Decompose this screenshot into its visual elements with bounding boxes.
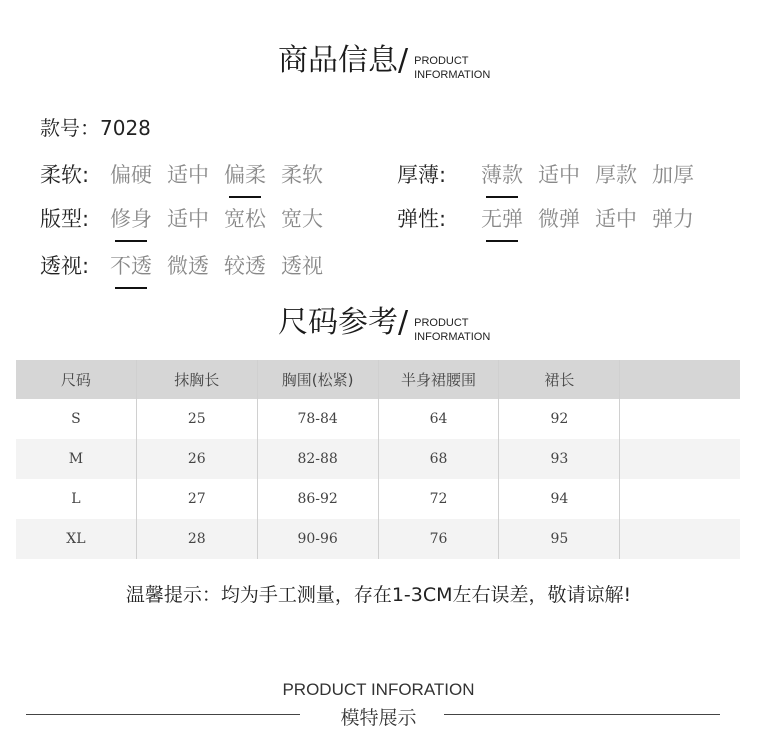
header-top-length: 抹胸长 [136, 360, 257, 399]
attr-label: 版型: [40, 207, 90, 231]
table-cell [620, 479, 740, 519]
attr-elasticity [397, 203, 709, 233]
subtitle-line2: INFORMATION [414, 331, 491, 343]
option: 适中 [538, 163, 580, 187]
attr-label: 厚薄: [397, 163, 447, 187]
table-cell: 64 [378, 399, 499, 439]
table-cell [620, 519, 740, 559]
footer-chinese: 模特展示 [340, 707, 417, 729]
attr-thickness [397, 159, 709, 189]
option: 厚款 [595, 163, 637, 187]
attr-label: 弹性: [397, 207, 447, 231]
table-cell: 95 [499, 519, 620, 559]
attr-fit [40, 203, 338, 233]
size-ref-subtitle [414, 316, 490, 344]
header-empty [620, 360, 740, 399]
header-skirt-length: 裙长 [499, 360, 620, 399]
table-cell: XL [16, 519, 136, 559]
table-row [16, 519, 740, 559]
product-info-subtitle [414, 54, 490, 82]
option: 适中 [167, 207, 209, 231]
option: 宽松 [224, 207, 266, 231]
style-number: 款号：7028 [40, 116, 151, 140]
option: 弹力 [652, 207, 694, 231]
footer-divider-right [444, 714, 720, 715]
subtitle-line1: PRODUCT [414, 55, 469, 67]
option: 透视 [281, 254, 323, 278]
product-info-heading: 商品信息/ [278, 43, 409, 78]
table-row [16, 479, 740, 519]
table-cell: 86-92 [257, 479, 378, 519]
table-cell: 27 [136, 479, 257, 519]
table-cell: 26 [136, 439, 257, 479]
table-cell: 68 [378, 439, 499, 479]
table-cell: 82-88 [257, 439, 378, 479]
table-cell: 94 [499, 479, 620, 519]
option: 偏硬 [110, 163, 152, 187]
size-ref-heading: 尺码参考/ [278, 305, 409, 340]
table-row [16, 399, 740, 439]
option: 加厚 [652, 163, 694, 187]
table-cell: 92 [499, 399, 620, 439]
table-cell: 76 [378, 519, 499, 559]
option: 宽大 [281, 207, 323, 231]
option: 较透 [224, 254, 266, 278]
table-cell: 72 [378, 479, 499, 519]
table-cell: 90-96 [257, 519, 378, 559]
subtitle-line1: PRODUCT [414, 317, 469, 329]
option-selected: 薄款 [481, 159, 523, 189]
attr-label: 柔软: [40, 163, 90, 187]
option-selected: 不透 [110, 250, 152, 280]
option: 微弹 [538, 207, 580, 231]
footer-english: PRODUCT INFORATION [282, 680, 475, 699]
header-size: 尺码 [16, 360, 136, 399]
table-cell: M [16, 439, 136, 479]
attr-label: 透视: [40, 254, 90, 278]
measurement-note: 温馨提示：均为手工测量，存在1-3CM左右误差，敬请谅解! [125, 584, 632, 606]
option: 适中 [167, 163, 209, 187]
table-cell: 25 [136, 399, 257, 439]
option: 微透 [167, 254, 209, 278]
option: 适中 [595, 207, 637, 231]
size-table [16, 360, 740, 559]
table-header-row [16, 360, 740, 399]
product-info-title [278, 43, 491, 81]
attr-softness [40, 159, 338, 189]
option: 柔软 [281, 163, 323, 187]
table-cell [620, 439, 740, 479]
table-cell: L [71, 491, 81, 507]
header-skirt-waist: 半身裙腰围 [378, 360, 499, 399]
option-selected: 修身 [110, 203, 152, 233]
table-cell: 78-84 [257, 399, 378, 439]
option-selected: 无弹 [481, 203, 523, 233]
subtitle-line2: INFORMATION [414, 69, 491, 81]
table-cell: S [71, 411, 81, 427]
table-row [16, 439, 740, 479]
option-selected: 偏柔 [224, 159, 266, 189]
table-cell: 93 [499, 439, 620, 479]
table-cell [620, 399, 740, 439]
attr-transparency [40, 250, 338, 280]
size-ref-title [278, 305, 491, 343]
table-cell: 28 [136, 519, 257, 559]
header-bust: 胸围(松紧) [257, 360, 378, 399]
